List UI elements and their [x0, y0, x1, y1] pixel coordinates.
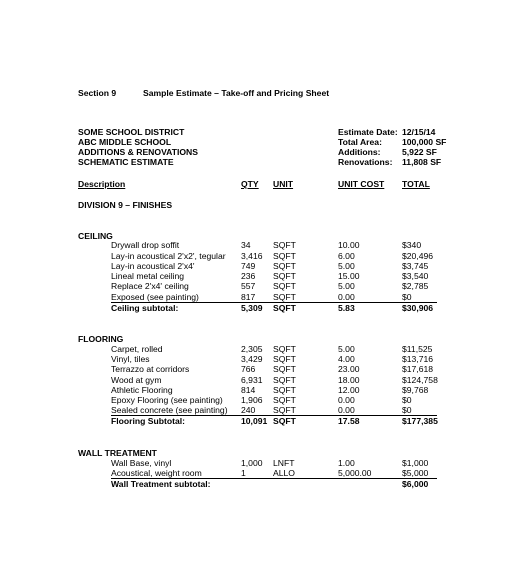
- item-total: $0: [402, 405, 412, 415]
- item-qty: 2,305: [241, 344, 263, 354]
- item-qty: 1: [241, 468, 246, 478]
- line-item: [0, 251, 527, 261]
- info-value: 5,922 SF: [402, 147, 437, 157]
- item-unit-cost: 0.00: [338, 395, 355, 405]
- item-unit-cost: 10.00: [338, 240, 360, 250]
- item-unit: SQFT: [273, 251, 296, 261]
- item-total: $124,758: [402, 375, 438, 385]
- item-description: Drywall drop soffit: [111, 240, 180, 250]
- item-description: Wall Base, vinyl: [111, 458, 172, 468]
- subtotal-qty: 10,091: [241, 416, 268, 426]
- item-total: $20,496: [402, 251, 434, 261]
- subtotal-qty: 5,309: [241, 303, 263, 313]
- item-unit-cost: 0.00: [338, 292, 355, 302]
- item-qty: 814: [241, 385, 256, 395]
- line-item: [0, 405, 527, 415]
- item-unit: LNFT: [273, 458, 295, 468]
- subtotal-unit-cost: 5.83: [338, 303, 355, 313]
- item-qty: 557: [241, 281, 256, 291]
- item-total: $5,000: [402, 468, 429, 478]
- item-description: Lineal metal ceiling: [111, 271, 185, 281]
- item-total: $3,540: [402, 271, 429, 281]
- item-unit-cost: 23.00: [338, 364, 360, 374]
- item-qty: 240: [241, 405, 256, 415]
- line-item: [0, 271, 527, 281]
- item-description: Carpet, rolled: [111, 344, 163, 354]
- column-header-unit: UNIT: [273, 179, 294, 189]
- item-description: Exposed (see painting): [111, 292, 199, 302]
- line-item: [0, 458, 527, 468]
- item-qty: 236: [241, 271, 256, 281]
- item-unit: SQFT: [273, 375, 296, 385]
- column-header-total: TOTAL: [402, 179, 430, 189]
- item-description: Vinyl, tiles: [111, 354, 150, 364]
- line-item: [0, 261, 527, 271]
- subtotal-unit: SQFT: [273, 416, 296, 426]
- item-unit-cost: 15.00: [338, 271, 360, 281]
- item-qty: 1,906: [241, 395, 263, 405]
- item-qty: 34: [241, 240, 251, 250]
- school-name: ABC MIDDLE SCHOOL: [78, 137, 172, 147]
- item-total: $17,618: [402, 364, 434, 374]
- project-type: ADDITIONS & RENOVATIONS: [78, 147, 198, 157]
- column-header-description: Description: [78, 179, 126, 189]
- item-description: Acoustical, weight room: [111, 468, 202, 478]
- subtotal-unit-cost: 17.58: [338, 416, 360, 426]
- item-unit: SQFT: [273, 395, 296, 405]
- info-value: 11,808 SF: [402, 157, 442, 167]
- line-item: [0, 375, 527, 385]
- item-qty: 3,416: [241, 251, 263, 261]
- item-total: $9,768: [402, 385, 429, 395]
- line-item: [0, 240, 527, 250]
- item-unit-cost: 1.00: [338, 458, 355, 468]
- estimate-type: SCHEMATIC ESTIMATE: [78, 157, 174, 167]
- line-item: [0, 354, 527, 364]
- item-unit: SQFT: [273, 281, 296, 291]
- item-qty: 6,931: [241, 375, 263, 385]
- item-unit: SQFT: [273, 344, 296, 354]
- subtotal-row: [0, 479, 527, 489]
- line-item: [0, 395, 527, 405]
- section-title-wall-treatment: WALL TREATMENT: [78, 448, 157, 458]
- item-unit: SQFT: [273, 292, 296, 302]
- line-item: [0, 468, 527, 478]
- item-total: $2,785: [402, 281, 429, 291]
- line-item: [0, 364, 527, 374]
- item-unit-cost: 5.00: [338, 344, 355, 354]
- division-title: DIVISION 9 – FINISHES: [78, 200, 173, 210]
- subtotal-total: $177,385: [402, 416, 438, 426]
- subtotal-label: Flooring Subtotal:: [111, 416, 185, 426]
- item-description: Sealed concrete (see painting): [111, 405, 228, 415]
- item-unit-cost: 5.00: [338, 281, 355, 291]
- item-qty: 766: [241, 364, 256, 374]
- info-label: Estimate Date:: [338, 127, 398, 137]
- item-description: Terrazzo at corridors: [111, 364, 190, 374]
- item-unit-cost: 6.00: [338, 251, 355, 261]
- info-label: Additions:: [338, 147, 381, 157]
- item-unit: SQFT: [273, 240, 296, 250]
- item-unit: ALLO: [273, 468, 295, 478]
- item-qty: 1,000: [241, 458, 263, 468]
- subtotal-label: Ceiling subtotal:: [111, 303, 179, 313]
- district-name: SOME SCHOOL DISTRICT: [78, 127, 185, 137]
- info-label: Renovations:: [338, 157, 393, 167]
- column-header-qty: QTY: [241, 179, 259, 189]
- item-total: $3,745: [402, 261, 429, 271]
- item-description: Lay-in acoustical 2'x2', tegular: [111, 251, 226, 261]
- section-title-flooring: FLOORING: [78, 334, 124, 344]
- subtotal-total: $30,906: [402, 303, 434, 313]
- item-description: Athletic Flooring: [111, 385, 173, 395]
- item-unit: SQFT: [273, 364, 296, 374]
- info-value: 12/15/14: [402, 127, 436, 137]
- line-item: [0, 344, 527, 354]
- item-total: $340: [402, 240, 422, 250]
- item-unit-cost: 4.00: [338, 354, 355, 364]
- item-unit-cost: 18.00: [338, 375, 360, 385]
- document-title: Sample Estimate – Take-off and Pricing Sheet: [143, 88, 330, 98]
- subtotal-label: Wall Treatment subtotal:: [111, 479, 211, 489]
- item-unit: SQFT: [273, 385, 296, 395]
- item-description: Wood at gym: [111, 375, 162, 385]
- item-description: Epoxy Flooring (see painting): [111, 395, 223, 405]
- subtotal-row: [0, 416, 527, 426]
- item-unit: SQFT: [273, 405, 296, 415]
- item-qty: 817: [241, 292, 256, 302]
- info-label: Total Area:: [338, 137, 382, 147]
- line-item: [0, 385, 527, 395]
- section-label: Section 9: [78, 88, 117, 98]
- item-total: $0: [402, 292, 412, 302]
- item-total: $11,525: [402, 344, 433, 354]
- item-total: $13,716: [402, 354, 434, 364]
- item-unit-cost: 5.00: [338, 261, 355, 271]
- item-unit-cost: 0.00: [338, 405, 355, 415]
- item-total: $0: [402, 395, 412, 405]
- info-value: 100,000 SF: [402, 137, 447, 147]
- item-unit: SQFT: [273, 261, 296, 271]
- item-unit-cost: 5,000.00: [338, 468, 372, 478]
- item-unit: SQFT: [273, 271, 296, 281]
- item-qty: 3,429: [241, 354, 263, 364]
- subtotal-total: $6,000: [402, 479, 429, 489]
- item-unit-cost: 12.00: [338, 385, 360, 395]
- item-unit: SQFT: [273, 354, 296, 364]
- line-item: [0, 292, 527, 302]
- item-qty: 749: [241, 261, 256, 271]
- item-description: Lay-in acoustical 2'x4': [111, 261, 195, 271]
- section-title-ceiling: CEILING: [78, 231, 113, 241]
- column-header-unit-cost: UNIT COST: [338, 179, 385, 189]
- subtotal-unit: SQFT: [273, 303, 296, 313]
- subtotal-row: [0, 303, 527, 313]
- item-total: $1,000: [402, 458, 429, 468]
- item-description: Replace 2'x4' ceiling: [111, 281, 189, 291]
- line-item: [0, 281, 527, 291]
